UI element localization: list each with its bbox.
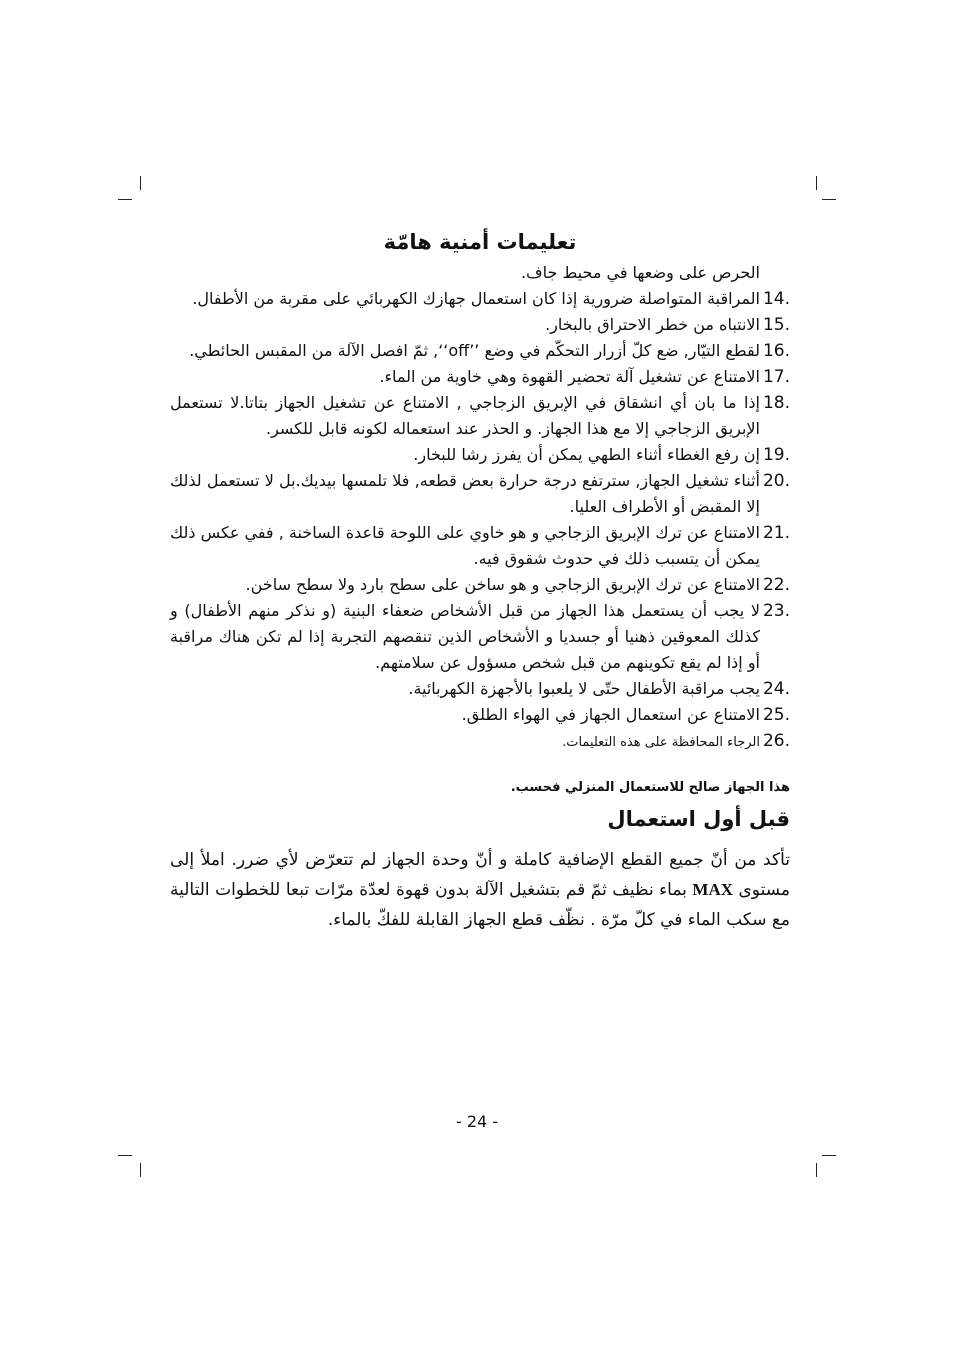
item-number: 23. — [762, 601, 790, 621]
section-heading: قبل أول استعمال — [607, 807, 790, 831]
list-item — [170, 364, 790, 390]
crop-mark — [118, 199, 132, 200]
crop-mark — [816, 1163, 817, 1177]
list-item — [170, 728, 790, 756]
item-text: إن رفع الغطاء أثناء الطهي يمكن أن يفرز رشا للبخار. — [413, 445, 760, 464]
instruction-list — [170, 286, 790, 756]
item-number: 26. — [762, 731, 790, 751]
first-use-paragraph — [170, 845, 790, 935]
crop-mark — [140, 1163, 141, 1177]
item-text: يجب مراقبة الأطفال حتّى لا يلعبوا بالأجهزة الكهربائية. — [408, 679, 760, 698]
item-number: 22. — [762, 575, 790, 595]
list-item — [170, 338, 790, 364]
item-number: 20. — [762, 471, 790, 491]
item-text: الامتناع عن تشغيل آلة تحضير القهوة وهي خاوية من الماء. — [379, 367, 760, 386]
item-number: 24. — [762, 679, 790, 699]
page-title: تعليمات أمنية هامّة — [383, 230, 577, 254]
household-use-note: هذا الجهاز صالح للاستعمال المنزلي فحسب. — [510, 780, 790, 795]
item-text: لقطع التيّار, ضع كلّ أزرار التحكّم في وضع ’’off‘‘, ثمّ افصل الآلة من المقبس الحائطي. — [189, 341, 760, 360]
crop-mark — [822, 199, 836, 200]
item-number: 18. — [762, 393, 790, 413]
item-text: أثناء تشغيل الجهاز, سترتفع درجة حرارة بعض قطعه, فلا تلمسها بيديك.بل لا تستعمل لذلك إلا المقبض أو الأطراف العليا. — [170, 471, 760, 516]
item-number: 15. — [762, 315, 790, 335]
page-number: - 24 - — [455, 1112, 499, 1131]
crop-mark — [816, 176, 817, 190]
crop-mark — [140, 176, 141, 190]
item-number: 16. — [762, 341, 790, 361]
list-item — [170, 572, 790, 598]
list-item — [170, 286, 790, 312]
list-item — [170, 390, 790, 442]
item-number: 21. — [762, 523, 790, 543]
list-item — [170, 676, 790, 702]
item-text: لا يجب أن يستعمل هذا الجهاز من قبل الأشخاص ضعفاء البنية (و نذكر منهم الأطفال) و كذلك المعوقين ذهنيا أو جسديا و الأشخاص الذين تنقصهم التجربة إذا لم تكن هناك مراقبة أو إذا لم يقع تكوينهم من قبل شخص مسؤول عن سلامتهم. — [170, 601, 760, 672]
intro-line: الحرص على وضعها في محيط جاف. — [520, 263, 760, 282]
first-use-text-1: تأكد من أنّ جميع القطع الإضافية كاملة و أنّ وحدة الجهاز لم تتعرّض لأي ضرر. املأ إلى مستوى — [170, 850, 790, 900]
list-item — [170, 468, 790, 520]
item-text: الرجاء المحافظة على هذه التعليمات. — [562, 735, 760, 750]
list-item — [170, 520, 790, 572]
list-item — [170, 702, 790, 728]
document-page — [170, 230, 790, 935]
list-item — [170, 598, 790, 676]
crop-mark — [118, 1155, 132, 1156]
list-item — [170, 312, 790, 338]
crop-mark — [822, 1155, 836, 1156]
list-item — [170, 442, 790, 468]
item-number: 19. — [762, 445, 790, 465]
max-label: MAX — [692, 880, 734, 899]
item-text: الانتباه من خطر الاحتراق بالبخار. — [545, 315, 760, 334]
item-text: الامتناع عن ترك الإبريق الزجاجي و هو خاوي على اللوحة قاعدة الساخنة , ففي عكس ذلك يمكن أن يتسبب ذلك في حدوث شقوق فيه. — [170, 523, 760, 568]
item-text: الامتناع عن ترك الإبريق الزجاجي و هو ساخن على سطح بارد ولا سطح ساخن. — [245, 575, 760, 594]
item-text: المراقبة المتواصلة ضرورية إذا كان استعمال جهازك الكهربائي على مقربة من الأطفال. — [192, 289, 760, 308]
item-number: 25. — [762, 705, 790, 725]
item-number: 14. — [762, 289, 790, 309]
first-use-text-2: بماء نظيف ثمّ قم بتشغيل الآلة بدون قهوة لعدّة مرّات تبعا للخطوات التالية مع سكب الماء في كلّ مرّة . نظّف قطع الجهاز القابلة للفكّ بالماء. — [170, 880, 790, 930]
item-text: الامتناع عن استعمال الجهاز في الهواء الطلق. — [461, 705, 760, 724]
item-number: 17. — [762, 367, 790, 387]
item-text: إذا ما بان أي انشقاق في الإبريق الزجاجي , الامتناع عن تشغيل الجهاز بتاتا.لا تستعمل الإبريق الزجاجي إلا مع هذا الجهاز. و الحذر عند استعماله لكونه قابل للكسر. — [170, 393, 760, 438]
